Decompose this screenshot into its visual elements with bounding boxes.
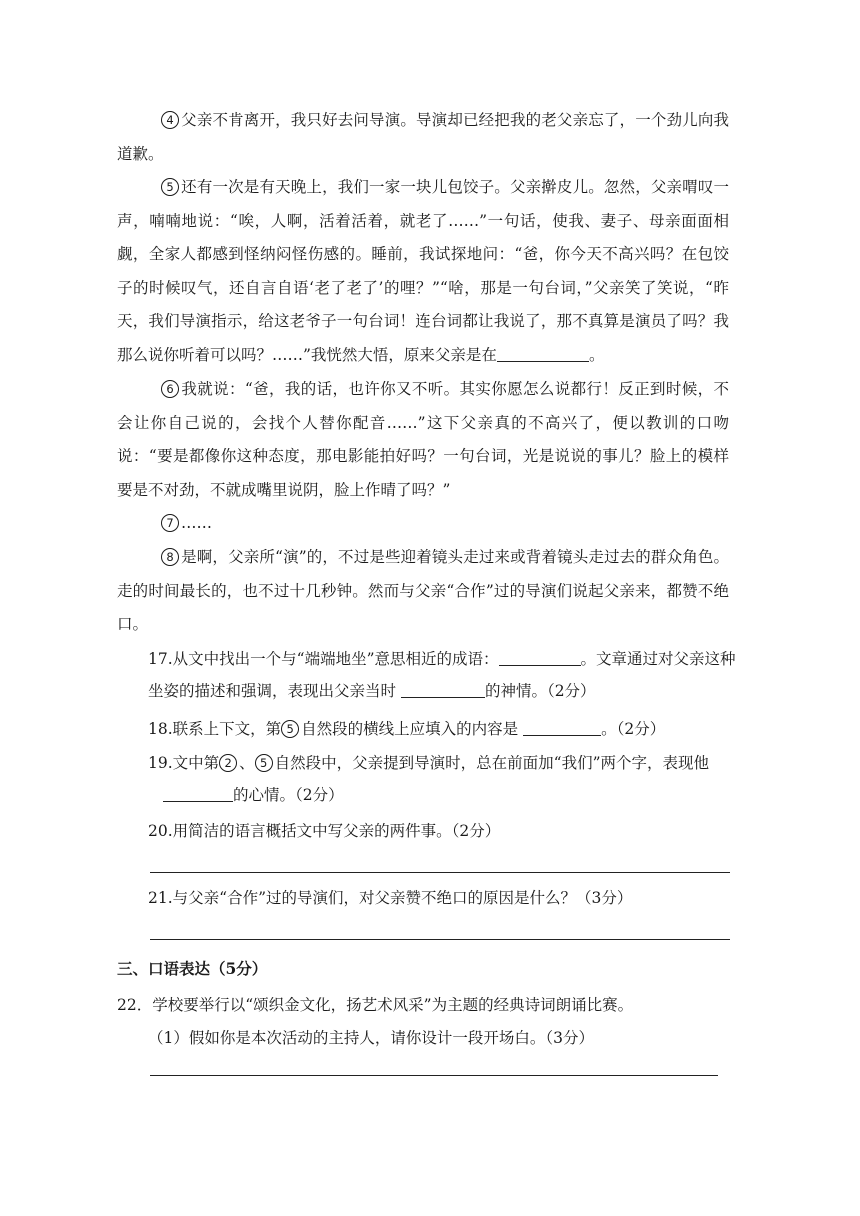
answer-blank[interactable] (401, 681, 485, 698)
question-19: 19.文中第 2 、 5 自然段中，父亲提到导演时，总在前面加“我们”两个字，表现他 的心情。（2分） (148, 754, 710, 804)
paragraph-number: 5 (161, 178, 179, 196)
paragraph-number: 7 (161, 514, 179, 532)
paragraph-number: 8 (161, 548, 179, 566)
paragraph-8: 8 是啊，父亲所“演”的，不过是些迎着镜头走过来或背着镜头走过去的群众角色。走的时间最长的，也不过十几秒钟。然而与父亲“合作”过的导演们说起父亲来，都赞不绝口。 (117, 548, 729, 633)
paragraph-number: 6 (161, 380, 179, 398)
question-17: 17.从文中找出一个与“端端地坐”意思相近的成语： 。文章通过对父亲这种 坐姿的描述和强调，表现出父亲当时 的神情。（2分） (148, 650, 736, 700)
paragraph-7: 7 …… (117, 507, 729, 541)
answer-blank[interactable] (497, 345, 589, 362)
answer-blank[interactable] (499, 649, 581, 666)
question-22-1: （1）假如你是本次活动的主持人，请你设计一段开场白。（3分） (148, 1029, 594, 1047)
answer-line[interactable] (150, 939, 730, 940)
paragraph-number: 4 (161, 111, 179, 129)
question-22: 22．学校要举行以“颂织金文化，扬艺术风采”为主题的经典诗词朗诵比赛。 (117, 996, 634, 1014)
answer-line[interactable] (150, 1075, 718, 1076)
answer-blank[interactable] (163, 785, 233, 802)
answer-line[interactable] (150, 872, 730, 873)
paragraph-number: 5 (281, 720, 299, 738)
question-20: 20.用简洁的语言概括文中写父亲的两件事。（2分） (148, 822, 501, 840)
paragraph-number: 2 (219, 754, 237, 772)
answer-blank[interactable] (523, 719, 601, 736)
question-18: 18.联系上下文，第 5 自然段的横线上应填入的内容是 。（2分） (148, 720, 666, 738)
paragraph-4: 4 父亲不肯离开，我只好去问导演。导演却已经把我的老父亲忘了，一个劲儿向我道歉。 (117, 111, 729, 163)
section-title: 三、口语表达（5分） (117, 959, 268, 978)
paragraph-5: 5 还有一次是有天晚上，我们一家一块儿包饺子。父亲擀皮儿。忽然，父亲喟叹一声，喃喃地说：“唉，人啊，活着活着，就老了……”一句话，使我、妻子、母亲面面相觑，全家人都感到怪纳闷怪伤感的。睡前，我试探地问：“爸，你今天不高兴吗？在包饺子的时候叹气，还自言自语‘老了老了’的哩？”“啥，那是一句台词，”父亲笑了笑说，“昨天，我们导演指示，给这老爷子一句台词！连台词都让我说了，那不真算是演员了吗？我那么说你听着可以吗？……”我恍然大悟，原来父亲是在 。 (117, 178, 729, 364)
question-21: 21.与父亲“合作”过的导演们，对父亲赞不绝口的原因是什么？（3分） (148, 889, 633, 907)
paragraph-number: 5 (255, 754, 273, 772)
paragraph-6: 6 我就说：“爸，我的话，也许你又不听。其实你愿怎么说都行！反正到时候，不会让你自己说的，会找个人替你配音……”这下父亲真的不高兴了，便以教训的口吻说：“要是都像你这种态度，那电影能拍好吗？一句台词，光是说说的事儿？脸上的模样要是不对劲，不就成嘴里说阴，脸上作晴了吗？” (117, 380, 729, 499)
